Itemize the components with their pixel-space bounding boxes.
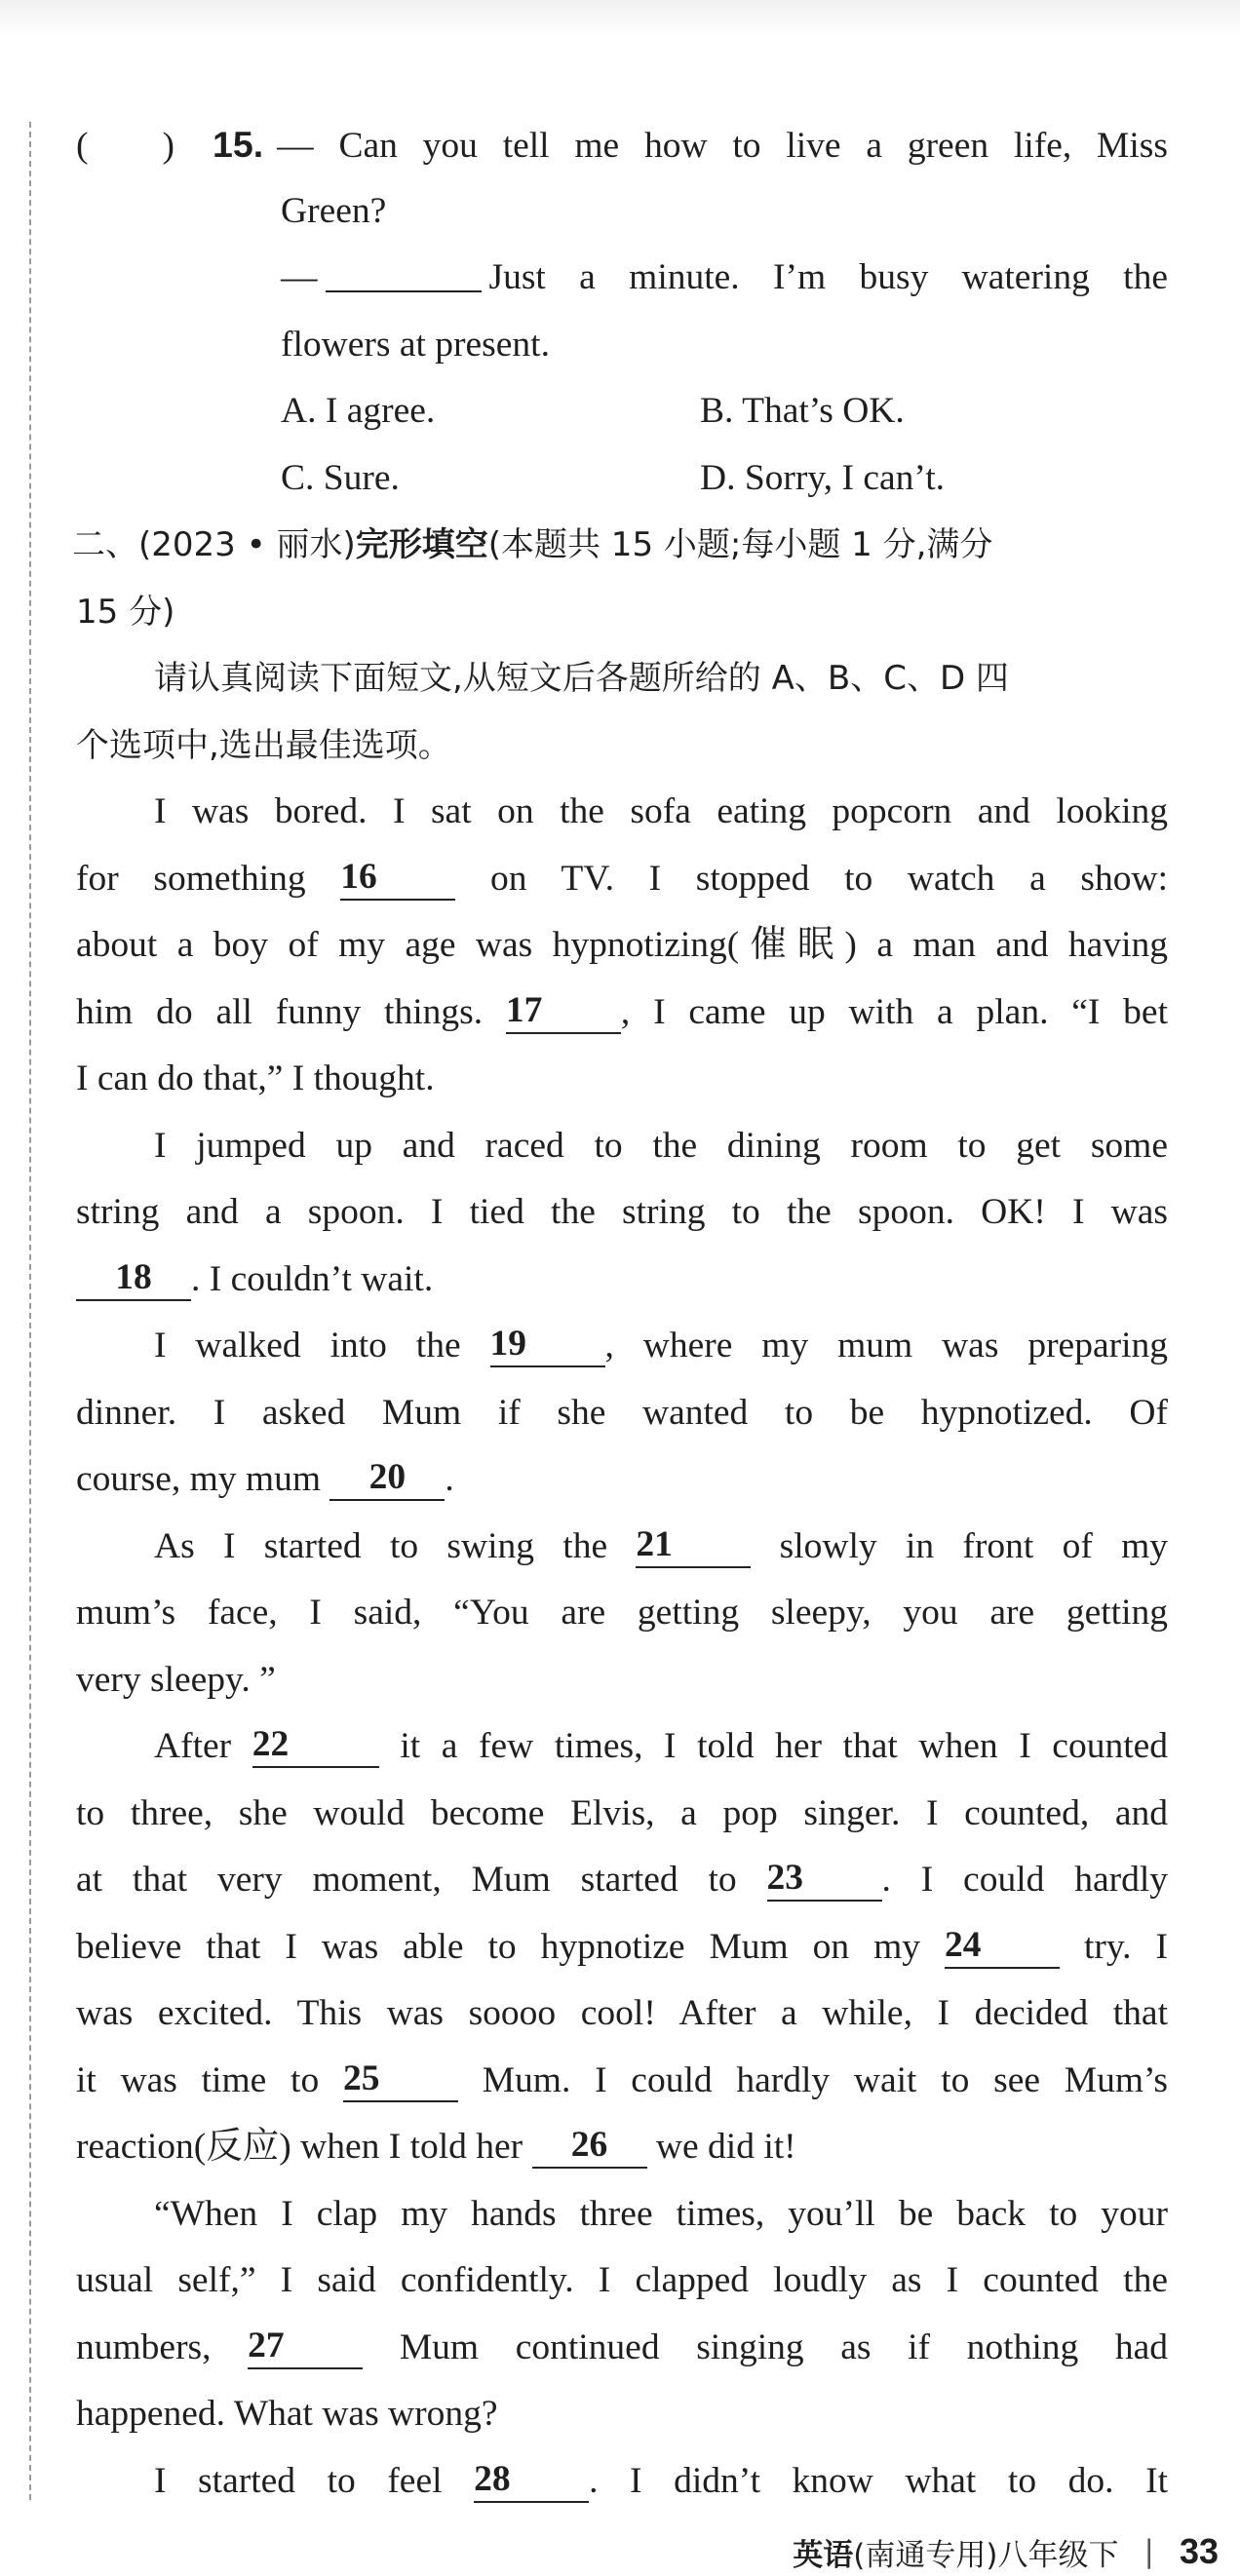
blank-25[interactable]: 25: [343, 2059, 458, 2102]
passage-line: string and a spoon. I tied the string to the spoon. OK! I was: [76, 1192, 1168, 1232]
footer-book-title: 英语: [793, 2537, 854, 2573]
passage-line: I walked into the 19 , where my mum was preparing: [154, 1324, 1169, 1365]
passage-line: to three, she would become Elvis, a pop singer. I counted, and: [76, 1792, 1168, 1833]
blank-27[interactable]: 27: [248, 2326, 363, 2369]
footer-separator: |: [1143, 2534, 1154, 2569]
passage-line: As I started to swing the 21 slowly in front of my: [154, 1523, 1169, 1566]
passage-line: mum’s face, I said, “You are getting sleepy, you are getting: [76, 1593, 1168, 1633]
passage-line: for something 16 on TV. I stopped to watch a show:: [76, 856, 1168, 899]
blank-17[interactable]: 17: [506, 991, 621, 1034]
blank-16[interactable]: 16: [340, 858, 455, 901]
passage-line: about a boy of my age was hypnotizing(催眠) a man and having: [76, 925, 1168, 965]
question-15-line-3: — Just a minute. I’m busy watering the: [281, 257, 1168, 297]
option-b[interactable]: B. That’s OK.: [700, 391, 905, 431]
section-title: 完形填空: [355, 525, 488, 564]
passage-line: I was bored. I sat on the sofa eating popcorn and looking: [154, 791, 1168, 831]
section-heading-line-2: 15 分): [76, 592, 175, 632]
question-15-line-1: [76, 111, 1168, 178]
instruction-line-2: 个选项中,选出最佳选项。: [76, 725, 451, 765]
question-number: 15.: [213, 124, 264, 165]
blank-21[interactable]: 21: [636, 1525, 751, 1568]
passage-line: it was time to 25 Mum. I could hardly wait to see Mum’s: [76, 2057, 1169, 2100]
blank-19[interactable]: 19: [490, 1325, 605, 1367]
passage-line: I started to feel 28 . I didn’t know what to do. It: [154, 2458, 1169, 2501]
question-text: — Can you tell me how to live a green life, Miss: [277, 126, 1168, 166]
section-heading: 二、(2023 • 丽水)完形填空(本题共 15 小题;每小题 1 分,满分: [72, 525, 993, 564]
passage-line: 18 . I couldn’t wait.: [76, 1247, 1168, 1314]
passage-line: him do all funny things. 17 , I came up with a plan. “I bet: [76, 989, 1168, 1032]
option-c[interactable]: C. Sure.: [281, 457, 400, 498]
blank-28[interactable]: 28: [474, 2460, 589, 2503]
page-footer: [673, 2530, 1219, 2573]
blank-23[interactable]: 23: [767, 1859, 882, 1902]
question-15-line-4: flowers at present.: [281, 324, 550, 365]
answer-bracket[interactable]: ( ): [76, 126, 174, 166]
passage-line: was excited. This was soooo cool! After a while, I decided that: [76, 1993, 1168, 2033]
page-content: [72, 111, 1169, 2515]
passage-line: at that very moment, Mum started to 23 . I could hardly: [76, 1858, 1169, 1900]
passage-line: very sleepy. ”: [76, 1659, 276, 1700]
options-row-1: [76, 378, 1168, 445]
passage-line: numbers, 27 Mum continued singing as if nothing had: [76, 2325, 1169, 2367]
passage-line: usual self,” I said confidently. I clapped loudly as I counted the: [76, 2260, 1168, 2300]
option-d[interactable]: D. Sorry, I can’t.: [700, 457, 945, 498]
passage-line: happened. What was wrong?: [76, 2394, 498, 2434]
option-a[interactable]: A. I agree.: [281, 391, 436, 431]
passage-line: I can do that,” I thought.: [76, 1058, 435, 1098]
passage-line: course, my mum 20 .: [76, 1457, 454, 1499]
passage-line: reaction(反应) when I told her 26 we did it!: [76, 2125, 796, 2167]
answer-blank[interactable]: [326, 257, 482, 292]
page-number: 33: [1179, 2531, 1219, 2571]
passage-line: dinner. I asked Mum if she wanted to be hypnotized. Of: [76, 1392, 1168, 1433]
binding-dashed-line: [29, 122, 31, 2500]
blank-22[interactable]: 22: [252, 1725, 379, 1768]
blank-20[interactable]: 20: [329, 1458, 445, 1501]
footer-grade: 八年级下: [997, 2537, 1119, 2573]
passage-line: “When I clap my hands three times, you’ll be back to your: [154, 2193, 1168, 2234]
passage-line: I jumped up and raced to the dining room to get some: [154, 1125, 1168, 1166]
blank-26[interactable]: 26: [532, 2126, 647, 2169]
passage-line: believe that I was able to hypnotize Mum on my 24 try. I: [76, 1924, 1168, 1967]
footer-edition: (南通专用): [853, 2537, 998, 2573]
instruction-line-1: 请认真阅读下面短文,从短文后各题所给的 A、B、C、D 四: [154, 659, 1009, 698]
blank-24[interactable]: 24: [945, 1926, 1060, 1969]
passage-line: After 22 it a few times, I told her that when I counted: [154, 1724, 1169, 1766]
question-15-line-2: Green?: [281, 190, 387, 231]
blank-18[interactable]: 18: [76, 1258, 191, 1301]
top-shade: [0, 0, 1240, 39]
options-row-2: [76, 445, 1168, 513]
